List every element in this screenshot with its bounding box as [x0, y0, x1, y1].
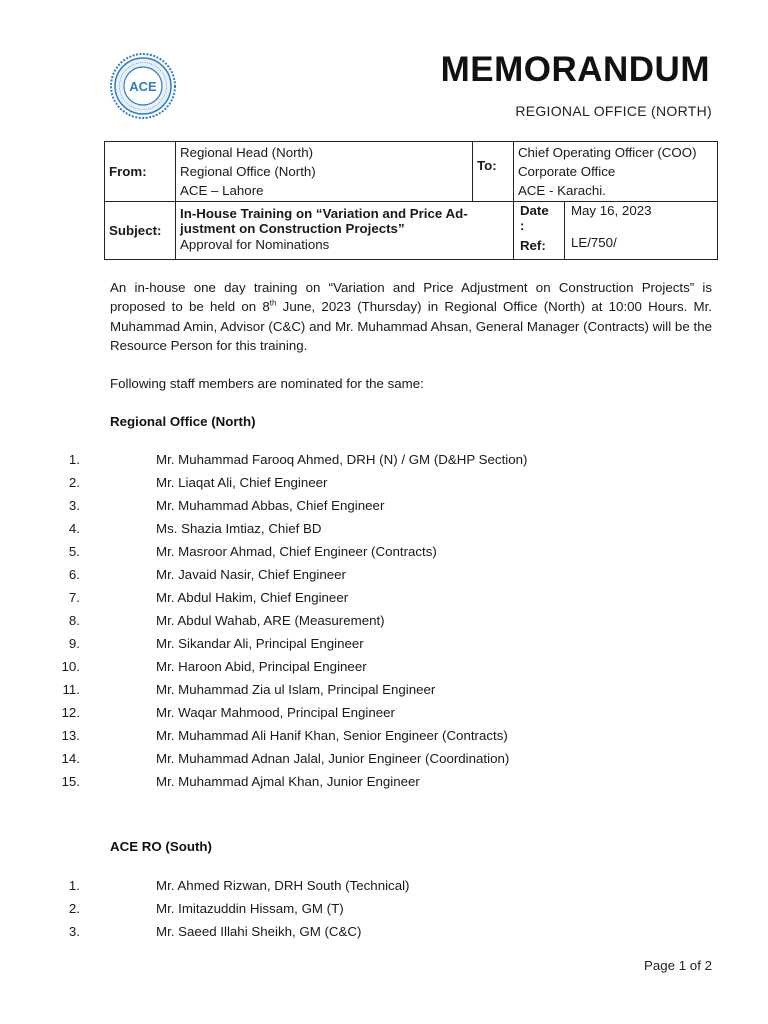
- section-heading-north: Regional Office (North): [110, 414, 256, 429]
- page-number: Page 1 of 2: [643, 958, 712, 973]
- from-line: ACE – Lahore: [180, 183, 264, 198]
- to-label: To:: [472, 142, 513, 202]
- date-colon: :: [519, 218, 525, 233]
- body-paragraph-1: An in-house one day training on “Variation and Price Adjustment on Construction Projects” is proposed to be held on 8th June, 2023 (Thursday) in Regional Office (North) at 10:00 Hours. Mr. Muhammad Amin, Advisor (C&C) and Mr. Muhammad Ahsan, General Manager (Contracts) will be the Resource Person for this training.: [110, 280, 713, 353]
- from-value: [176, 142, 473, 202]
- date-value: May 16, 2023: [570, 203, 652, 218]
- subject-title-line: justment on Construction Projects”: [180, 221, 405, 236]
- subject-value: [176, 202, 514, 260]
- office-subtitle: REGIONAL OFFICE (NORTH): [515, 103, 712, 119]
- to-line: ACE - Karachi.: [517, 183, 606, 198]
- logo-text: ACE: [129, 79, 157, 94]
- ref-label: Ref:: [519, 238, 546, 253]
- subject-subline: Approval for Nominations: [180, 237, 330, 252]
- section-heading-south: ACE RO (South): [110, 839, 212, 854]
- body-paragraph-2: Following staff members are nominated for the same:: [110, 376, 424, 391]
- date-ref-values: [564, 202, 717, 260]
- from-label: From:: [105, 142, 176, 202]
- date-label: Date: [519, 203, 549, 218]
- from-line: Regional Head (North): [180, 145, 314, 160]
- memo-header-table: [104, 141, 718, 260]
- ref-value: LE/750/: [570, 235, 617, 250]
- page-title: MEMORANDUM: [440, 50, 710, 89]
- subject-title-line: In-House Training on “Variation and Price Ad-: [180, 206, 468, 221]
- ace-logo: [110, 53, 176, 119]
- to-line: Corporate Office: [517, 164, 616, 179]
- date-ref-labels: [513, 202, 564, 260]
- to-line: Chief Operating Officer (COO): [517, 145, 697, 160]
- from-line: Regional Office (North): [180, 164, 316, 179]
- subject-label: Subject:: [105, 202, 176, 260]
- to-value: [513, 142, 717, 202]
